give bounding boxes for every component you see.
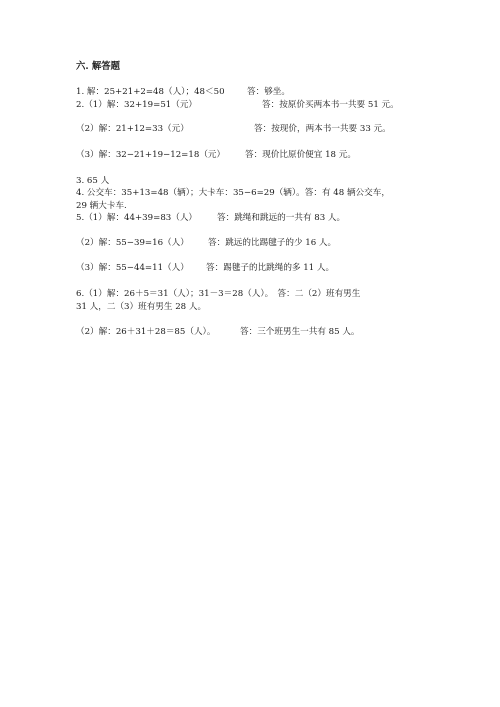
q2-p2-solution: （2）解：21+12=33（元） [76, 124, 189, 134]
q1-answer: 答：够坐。 [247, 87, 290, 97]
q5-p3-solution: （3）解：55−44=11（人） [76, 263, 189, 273]
q5-p1-solution: 5.（1）解：44+39=83（人） [76, 213, 198, 223]
q2-p1-answer: 答：按原价买两本书一共要 51 元。 [262, 100, 399, 110]
q6-p1-line2: 31 人，二（3）班有男生 28 人。 [76, 302, 207, 312]
q5-p3-answer: 答：踢毽子的比跳绳的多 11 人。 [206, 263, 335, 273]
q5-p2-answer: 答：跳远的比踢毽子的少 16 人。 [208, 238, 337, 248]
q5-p1-answer: 答：跳绳和跳远的一共有 83 人。 [217, 213, 346, 223]
q5-p2-solution: （2）解：55−39=16（人） [76, 238, 189, 248]
q6-p2-answer: 答：三个班男生一共有 85 人。 [240, 327, 360, 337]
q3-line: 3. 65 人 [76, 176, 110, 186]
q4-line2: 29 辆大卡车. [76, 201, 127, 211]
q6-p1-line1: 6.（1）解：26＋5＝31（人）；31－3＝28（人）。 答：二（2）班有男生 [76, 289, 361, 299]
section-title: 六. 解答题 [76, 61, 121, 72]
q2-p3-answer: 答：现价比原价便宜 18 元。 [245, 150, 356, 160]
q2-p2-answer: 答：按现价，两本书一共要 33 元。 [254, 124, 391, 134]
q1-solution: 1. 解：25+21+2=48（人）；48＜50 [76, 87, 225, 97]
q2-p1-solution: 2.（1）解：32+19=51（元） [76, 100, 198, 110]
q4-line1: 4. 公交车：35+13=48（辆）；大卡车：35−6=29（辆）。答：有 48 辆公交车， [76, 188, 390, 198]
q6-p2-solution: （2）解：26＋31＋28＝85（人）。 [76, 327, 216, 337]
q2-p3-solution: （3）解：32−21+19−12=18（元） [76, 150, 226, 160]
